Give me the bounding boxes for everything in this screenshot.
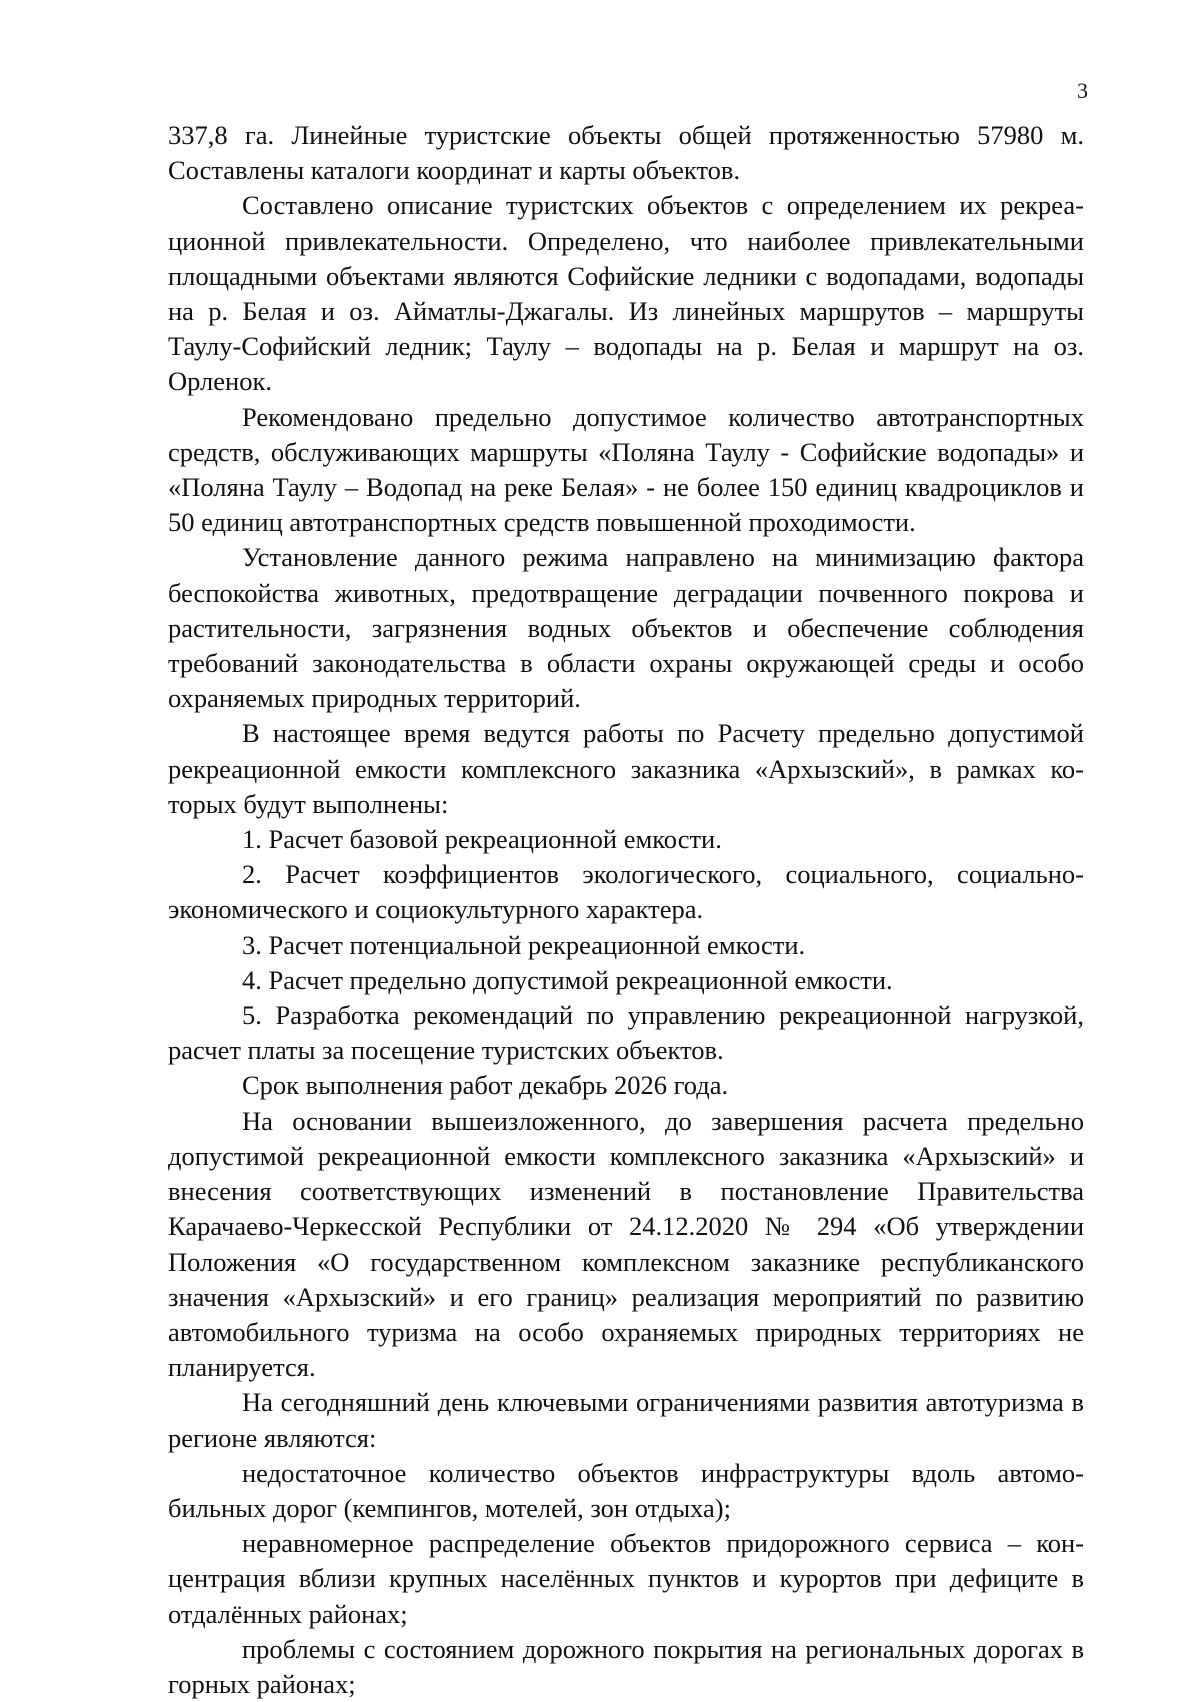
- paragraph: Срок выполнения работ декабрь 2026 года.: [242, 1070, 729, 1101]
- list-item: 4. Расчет предельно допустимой рекреационной емкости.: [242, 964, 893, 995]
- list-item: 5. Разработка рекомендаций по управлению рекреационной нагрузкой, расчет платы за посещение туристских объектов.: [168, 1000, 1084, 1066]
- paragraph: Установление данного режима направлено на минимизацию фактора беспокойства животных, предотвращение деградации почвенного покрова и растительности, загрязнения водных объектов и обеспечение соблюдения требований законодательства в области охраны окружающей среды и особо охраняемых природных территорий.: [168, 542, 1084, 714]
- list-item: 2. Расчет коэффициентов экологического, социального, социально-экономического и социокультурного характера.: [168, 859, 1084, 925]
- list-item: 3. Расчет потенциальной рекреационной емкости.: [242, 929, 806, 960]
- paragraph: Составлено описание туристских объектов с определением их рекреационной привлекательности. Определено, что наиболее привлекательными площадными объектами являются Софийские ледники с водопадами, водопады на р. Белая и оз. Айматлы-Джагалы. Из линейных маршрутов – маршруты Таулу-Софийский ледник; Таулу – водопады на р. Белая и маршрут на оз. Орленок.: [168, 190, 1084, 397]
- paragraph: Рекомендовано предельно допустимое количество автотранспортных средств, обслуживающих маршруты «Поляна Таулу - Софийские водопады» и «Поляна Таулу – Водопад на реке Белая» - не более 150 единиц квадроциклов и 50 единиц автотранспортных средств повышенной проходимости.: [168, 401, 1084, 538]
- paragraph: 337,8 га. Линейные туристские объекты общей протяженностью 57980 м. Составлены каталоги координат и карты объектов.: [168, 120, 1084, 186]
- list-item: недостаточное количество объектов инфраструктуры вдоль автомобильных дорог (кемпингов, мотелей, зон отдыха);: [168, 1457, 1084, 1523]
- list-item: 1. Расчет базовой рекреационной емкости.: [242, 824, 722, 855]
- paragraph: На основании вышеизложенного, до завершения расчета предельно допустимой рекреационной емкости комплексного заказника «Архызский» и внесения соответствующих изменений в постановление Правительства Карачаево-Черкесской Республики от 24.12.2020 № 294 «Об утверждении Положения «О государственном комплексном заказнике республиканского значения «Архызский» и его границ» реализация мероприятий по развитию автомобильного туризма на особо охраняемых природных территориях не планируется.: [168, 1105, 1084, 1383]
- page-number: 3: [1077, 78, 1088, 103]
- document-body: [168, 118, 1084, 1702]
- paragraph: В настоящее время ведутся работы по Расчету предельно допустимой рекреационной емкости комплексного заказника «Архызский», в рамках которых будут выполнены:: [168, 718, 1084, 819]
- paragraph: На сегодняшний день ключевыми ограничениями развития автотуризма в регионе являются:: [168, 1387, 1084, 1453]
- list-item: проблемы с состоянием дорожного покрытия на региональных дорогах в горных районах;: [168, 1633, 1084, 1699]
- list-item: неравномерное распределение объектов придорожного сервиса – концентрация вблизи крупных населённых пунктов и курортов при дефиците в отдалённых районах;: [168, 1528, 1084, 1629]
